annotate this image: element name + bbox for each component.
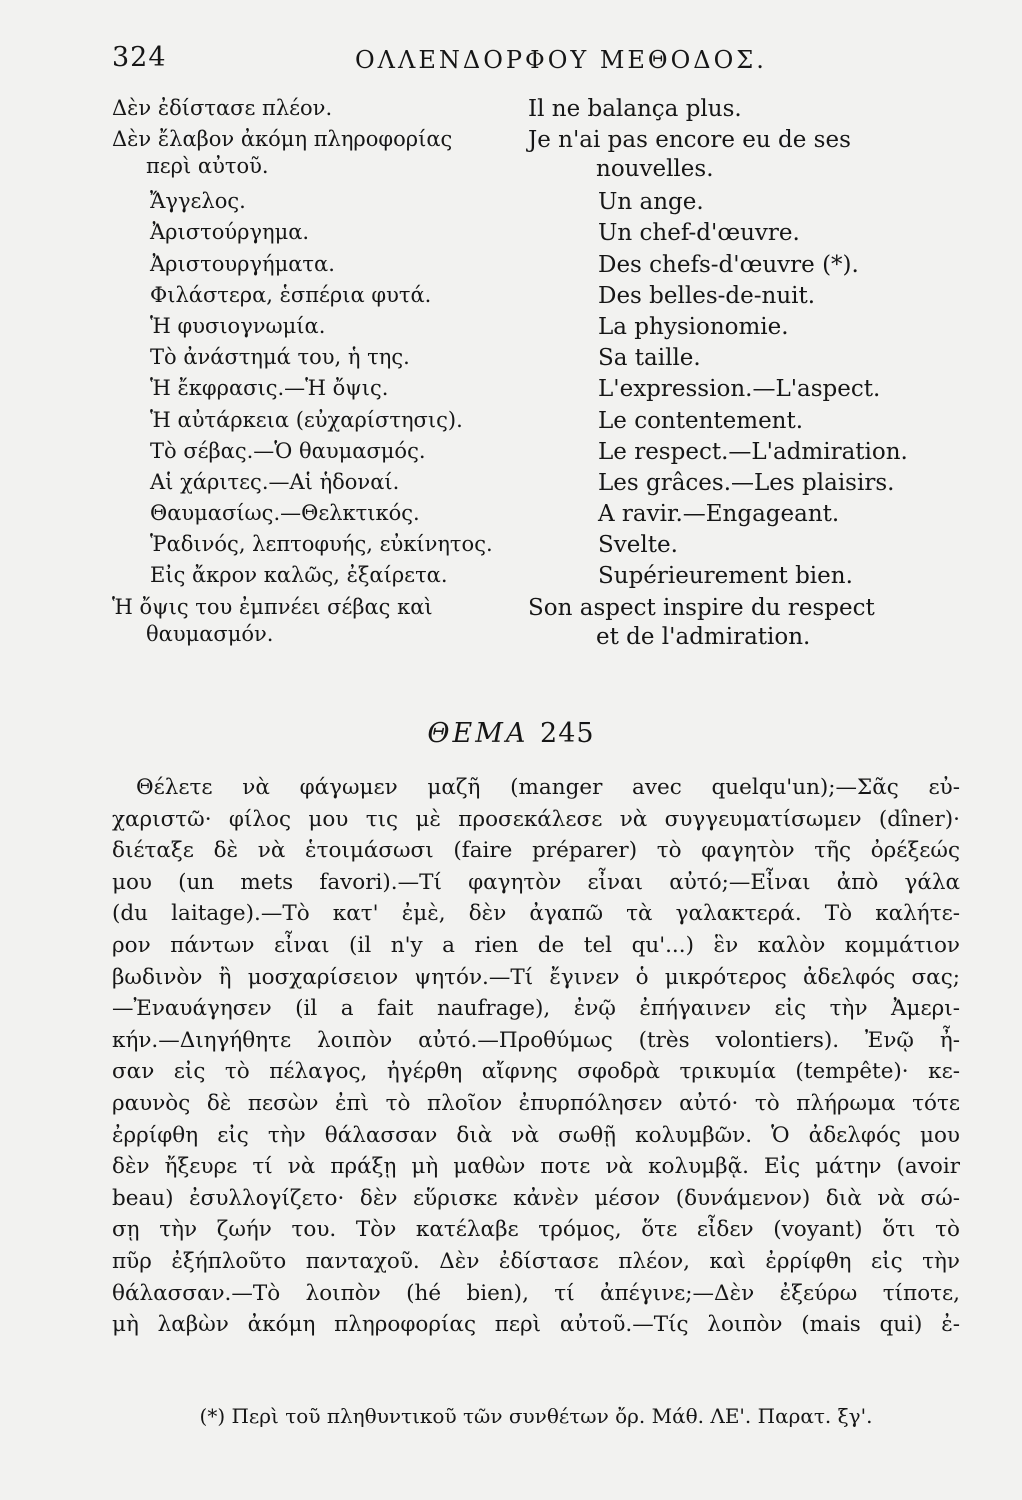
vocab-french-line: La physionomie. bbox=[598, 313, 789, 340]
vocab-french bbox=[528, 594, 918, 652]
vocab-greek bbox=[150, 188, 530, 215]
vocab-greek-line: Θαυμασίως.—Θελκτικός. bbox=[150, 501, 420, 526]
vocab-french-line: Le respect.—L'admiration. bbox=[598, 438, 908, 465]
passage-line: πῦρ ἐξήπλοῦτο πανταχοῦ. Δὲν ἐδίστασε πλέον, καὶ ἐρρίφθη εἰς τὴν bbox=[112, 1248, 960, 1274]
vocab-greek-line: Εἰς ἄκρον καλῶς, ἐξαίρετα. bbox=[150, 563, 448, 588]
vocab-french bbox=[598, 562, 988, 591]
vocab-greek bbox=[112, 126, 492, 180]
vocab-row bbox=[0, 469, 1022, 500]
vocab-french-line: Des chefs-d'œuvre (*). bbox=[598, 251, 859, 278]
vocab-row bbox=[0, 313, 1022, 344]
vocab-greek bbox=[150, 251, 530, 278]
vocab-row bbox=[0, 407, 1022, 438]
vocab-french-line: Son aspect inspire du respect bbox=[528, 594, 875, 621]
vocab-greek-line: Ἀριστουργήματα. bbox=[150, 251, 335, 276]
vocab-french bbox=[598, 219, 988, 248]
passage-line: ἐρρίφθη εἰς τὴν θάλασσαν διὰ νὰ σωθῇ κολυμβῶν. Ὁ ἀδελφός μου bbox=[112, 1122, 960, 1148]
vocab-french-line: L'expression.—L'aspect. bbox=[598, 376, 881, 403]
vocab-greek bbox=[150, 344, 530, 371]
vocab-greek bbox=[150, 562, 530, 589]
vocab-french bbox=[598, 407, 988, 436]
vocab-french bbox=[598, 282, 988, 311]
vocab-greek bbox=[150, 407, 530, 434]
passage-line: σαν εἰς τὸ πέλαγος, ἠγέρθη αἴφνης σφοδρὰ τρικυμία (tempête)· κε- bbox=[112, 1059, 960, 1085]
vocab-greek-line: Τὸ σέβας.—Ὁ θαυμασμός. bbox=[150, 438, 426, 463]
passage-line: χαριστῶ· φίλος μου τις μὲ προσεκάλεσε νὰ συγγευματίσωμεν (dîner)· bbox=[112, 806, 960, 832]
vocab-greek bbox=[112, 95, 492, 122]
passage-line: δὲν ἤξευρε τί νὰ πράξῃ μὴ μαθὼν ποτε νὰ κολυμβᾷ. Εἰς μάτην (avoir bbox=[112, 1154, 960, 1180]
vocab-greek bbox=[150, 282, 530, 309]
exercise-passage bbox=[112, 772, 960, 1341]
exercise-number: 245 bbox=[540, 718, 595, 749]
vocab-french bbox=[598, 313, 988, 342]
vocab-french bbox=[598, 344, 988, 373]
vocab-french-line: Les grâces.—Les plaisirs. bbox=[598, 469, 895, 496]
vocab-french bbox=[528, 126, 918, 184]
passage-line: μου (un mets favori).—Τί φαγητὸν εἶναι αὐτό;—Εἶναι ἀπὸ γάλα bbox=[112, 869, 960, 895]
vocab-french-line: A ravir.—Engageant. bbox=[598, 501, 840, 528]
vocab-greek-line: Ἡ ἔκφρασις.—Ἡ ὄψις. bbox=[150, 376, 389, 401]
passage-line: —Ἐναυάγησεν (il a fait naufrage), ἐνῷ ἐπήγαινεν εἰς τὴν Ἀμερι- bbox=[112, 996, 960, 1022]
vocab-french bbox=[598, 251, 988, 280]
vocab-row bbox=[0, 126, 1022, 188]
exercise-label: ΘΕΜΑ bbox=[427, 718, 529, 749]
vocab-greek bbox=[150, 438, 530, 465]
vocab-greek-line: Ἡ αὐτάρκεια (εὐχαρίστησις). bbox=[150, 407, 463, 432]
vocab-greek-line: Φιλάστερα, ἑσπέρια φυτά. bbox=[150, 282, 432, 307]
vocab-french-line: Svelte. bbox=[598, 532, 678, 559]
vocab-french bbox=[598, 500, 988, 529]
vocab-row bbox=[0, 500, 1022, 531]
vocab-greek bbox=[150, 219, 530, 246]
vocab-greek-line: Τὸ ἀνάστημά του, ἡ της. bbox=[150, 345, 410, 370]
exercise-title bbox=[0, 718, 1022, 749]
vocab-greek-line: Δὲν ἔλαβον ἀκόμη πληροφορίας bbox=[112, 127, 453, 152]
vocab-french bbox=[598, 469, 988, 498]
vocab-french-line: Un ange. bbox=[598, 189, 704, 216]
vocabulary-list bbox=[0, 95, 1022, 656]
vocab-french-line: et de l'admiration. bbox=[596, 623, 811, 650]
vocab-row bbox=[0, 251, 1022, 282]
vocab-french-line: Des belles-de-nuit. bbox=[598, 282, 816, 309]
vocab-greek-line: Ἡ ὄψις του ἐμπνέει σέβας καὶ bbox=[112, 594, 433, 619]
passage-line: (du laitage).—Τὸ κατ' ἐμὲ, δὲν ἀγαπῶ τὰ γαλακτερά. Τὸ καλήτε- bbox=[112, 901, 960, 927]
passage-line: θάλασσαν.—Τὸ λοιπὸν (hé bien), τί ἀπέγινε;—Δὲν ἐξεύρω τίποτε, bbox=[112, 1280, 960, 1306]
vocab-row bbox=[0, 562, 1022, 593]
vocab-greek bbox=[150, 500, 530, 527]
vocab-french bbox=[528, 95, 918, 124]
vocab-row bbox=[0, 375, 1022, 406]
vocab-row bbox=[0, 282, 1022, 313]
vocab-row bbox=[0, 531, 1022, 562]
vocab-greek-line: περὶ αὐτοῦ. bbox=[146, 154, 269, 179]
vocab-row bbox=[0, 188, 1022, 219]
passage-line: διέταξε δὲ νὰ ἑτοιμάσωσι (faire préparer) τὸ φαγητὸν τῆς ὀρέξεώς bbox=[112, 838, 960, 864]
vocab-greek-line: Ἡ φυσιογνωμία. bbox=[150, 313, 326, 338]
passage-line: μὴ λαβὼν ἀκόμη πληροφορίας περὶ αὐτοῦ.—Τίς λοιπὸν (mais qui) ἐ- bbox=[112, 1312, 960, 1338]
vocab-row bbox=[0, 344, 1022, 375]
vocab-greek-line: Δὲν ἐδίστασε πλέον. bbox=[112, 96, 333, 120]
vocab-greek-line: θαυμασμόν. bbox=[146, 621, 274, 646]
passage-line: σῃ τὴν ζωήν του. Τὸν κατέλαβε τρόμος, ὅτε εἶδεν (voyant) ὅτι τὸ bbox=[112, 1217, 960, 1243]
running-head: ΟΛΛΕΝΔΟΡΦΟΥ ΜΕΘΟΔΟΣ. bbox=[355, 46, 767, 74]
vocab-greek-line: Ἄγγελος. bbox=[150, 189, 246, 214]
passage-line: Θέλετε νὰ φάγωμεν μαζῆ (manger avec quelqu'un);—Σᾶς εὐ- bbox=[136, 775, 960, 800]
page-header bbox=[0, 42, 1022, 82]
passage-line: ραυνὸς δὲ πεσὼν ἐπὶ τὸ πλοῖον ἐπυρπόλησεν αὐτό· τὸ πλήρωμα τότε bbox=[112, 1090, 960, 1116]
vocab-french-line: Supérieurement bien. bbox=[598, 563, 853, 590]
vocab-greek-line: Ῥαδινός, λεπτοφυής, εὐκίνητος. bbox=[150, 532, 493, 557]
vocab-french-line: Sa taille. bbox=[598, 345, 701, 372]
vocab-greek bbox=[150, 531, 530, 558]
vocab-greek bbox=[150, 313, 530, 340]
vocab-french bbox=[598, 531, 988, 560]
vocab-french-line: Un chef-d'œuvre. bbox=[598, 220, 800, 247]
vocab-row bbox=[0, 95, 1022, 126]
vocab-greek-line: Αἱ χάριτες.—Αἱ ἡδοναί. bbox=[150, 469, 400, 494]
vocab-french-line: Il ne balança plus. bbox=[528, 96, 742, 122]
vocab-french-line: Je n'ai pas encore eu de ses bbox=[528, 127, 851, 154]
passage-line: βωδινὸν ἢ μοσχαρίσειον ψητόν.—Τί ἔγινεν ὁ μικρότερος ἀδελφός σας; bbox=[112, 964, 960, 990]
passage-line: beau) ἐσυλλογίζετο· δὲν εὕρισκε κἀνὲν μέσον (δυνάμενον) διὰ νὰ σώ- bbox=[112, 1185, 960, 1211]
footnote: (*) Περὶ τοῦ πληθυντικοῦ τῶν συνθέτων ὄρ. Μάθ. ΛΕ'. Παρατ. ξγ'. bbox=[199, 1404, 873, 1428]
vocab-french-line: nouvelles. bbox=[596, 156, 714, 183]
vocab-row bbox=[0, 438, 1022, 469]
passage-line: κήν.—Διηγήθητε λοιπὸν αὐτό.—Προθύμως (très volontiers). Ἐνῷ ἦ- bbox=[112, 1027, 960, 1053]
vocab-greek bbox=[112, 594, 492, 648]
vocab-row bbox=[0, 219, 1022, 250]
vocab-greek bbox=[150, 469, 530, 496]
page-number: 324 bbox=[112, 42, 167, 73]
vocab-greek bbox=[150, 375, 530, 402]
vocab-french bbox=[598, 375, 988, 404]
passage-line: ρον πάντων εἶναι (il n'y a rien de tel qu'...) ἓν καλὸν κομμάτιον bbox=[112, 932, 960, 958]
vocab-french bbox=[598, 188, 988, 217]
vocab-french-line: Le contentement. bbox=[598, 407, 804, 434]
vocab-row bbox=[0, 594, 1022, 656]
vocab-greek-line: Ἀριστούργημα. bbox=[150, 220, 310, 245]
vocab-french bbox=[598, 438, 988, 467]
